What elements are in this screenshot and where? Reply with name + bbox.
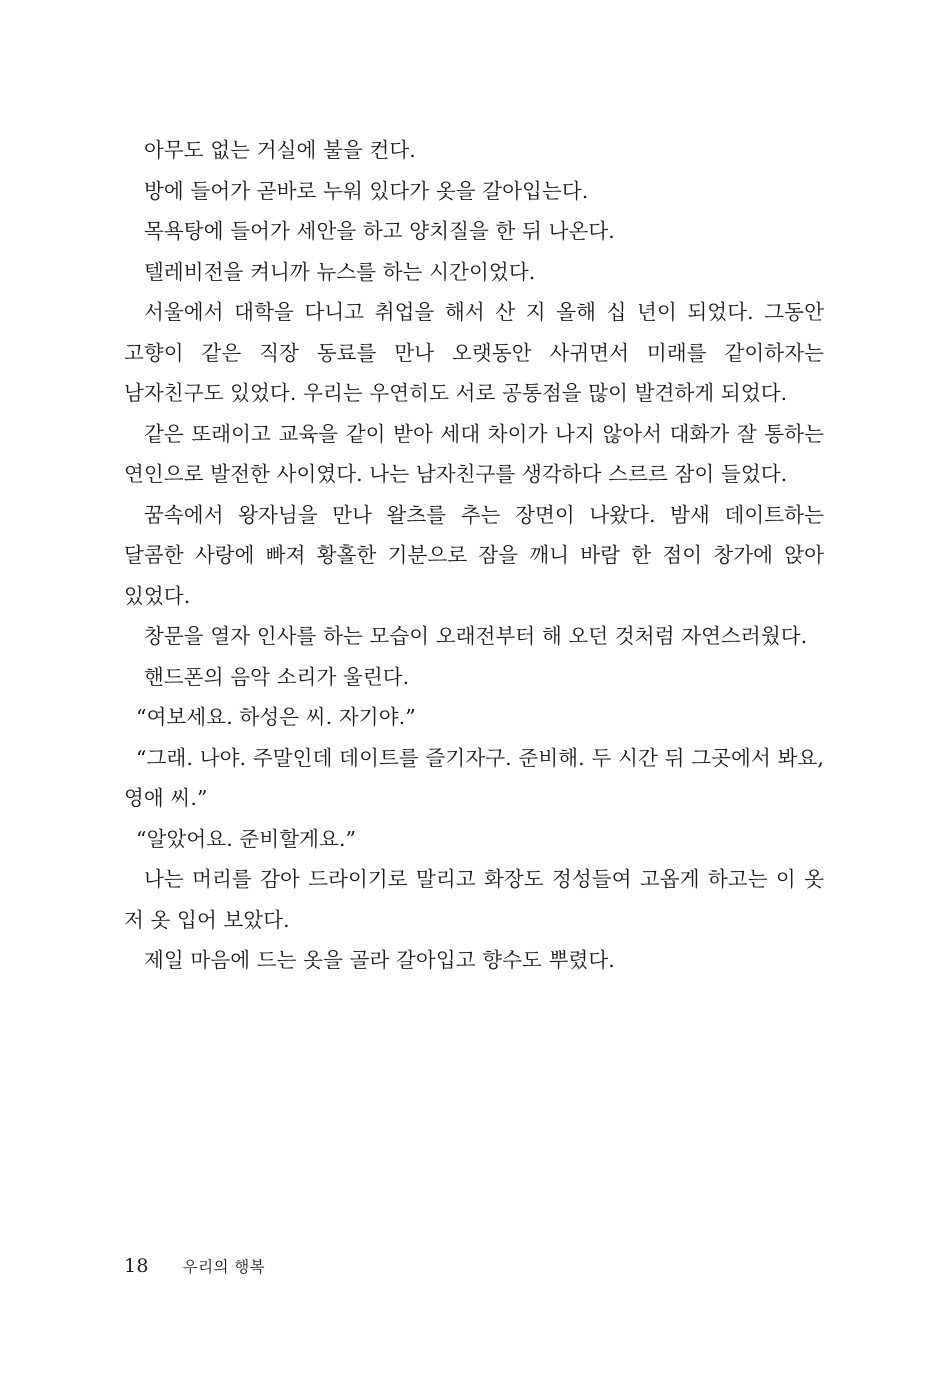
- paragraph: 나는 머리를 감아 드라이기로 말리고 화장도 정성들여 고옵게 하고는 이 옷 저 옷 입어 보았다.: [124, 867, 824, 932]
- paragraph: 제일 마음에 드는 옷을 골라 갈아입고 향수도 뿌렸다.: [144, 948, 615, 972]
- paragraph: 창문을 열자 인사를 하는 모습이 오래전부터 해 오던 것처럼 자연스러웠다.: [144, 624, 808, 648]
- page-footer: [124, 1255, 824, 1277]
- body-text: [124, 130, 824, 981]
- paragraph: 같은 또래이고 교육을 같이 받아 세대 차이가 나지 않아서 대화가 잘 통하는 연인으로 발전한 사이였다. 나는 남자친구를 생각하다 스르르 잠이 들었다.: [124, 421, 824, 486]
- paragraph: 아무도 없는 거실에 불을 컨다.: [144, 138, 416, 162]
- paragraph: 핸드폰의 음악 소리가 울린다.: [144, 664, 410, 689]
- dialogue-line: “여보세요. 하성은 씨. 자기야.”: [136, 705, 416, 729]
- paragraph: 꿈속에서 왕자님을 만나 왈츠를 추는 장면이 나왔다. 밤새 데이트하는 달콤한 사랑에 빠져 황홀한 기분으로 잠을 깨니 바람 한 점이 창가에 앉아 있었다.: [124, 502, 824, 608]
- dialogue-line: “그래. 나야. 주말인데 데이트를 즐기자구. 준비해. 두 시간 뒤 그곳에서 봐요, 영애 씨.”: [124, 745, 824, 810]
- paragraph: 서울에서 대학을 다니고 취업을 해서 산 지 올해 십 년이 되었다. 그동안 고향이 같은 직장 동료를 만나 오랫동안 사귀면서 미래를 같이하자는 남자친구도 있었다. 우리는 우연히도 서로 공통점을 많이 발견하게 되었다.: [124, 300, 824, 405]
- paragraph: 목욕탕에 들어가 세안을 하고 양치질을 한 뒤 나온다.: [144, 219, 615, 243]
- paragraph: 텔레비전을 켜니까 뉴스를 하는 시간이었다.: [144, 259, 536, 284]
- running-title: 우리의 행복: [182, 1258, 265, 1276]
- dialogue-line: “알았어요. 준비할게요.”: [136, 826, 357, 851]
- paragraph: 방에 들어가 곧바로 누워 있다가 옷을 갈아입는다.: [144, 178, 589, 203]
- page-number: 18: [124, 1255, 149, 1277]
